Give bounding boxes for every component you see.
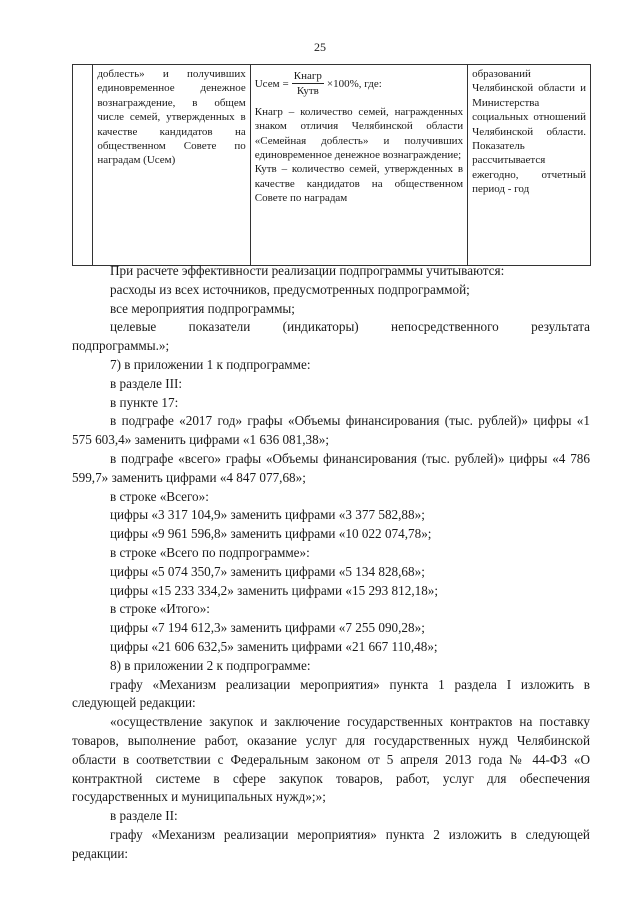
paragraph: При расчете эффективности реализации подпрограммы учитываются:	[110, 263, 505, 278]
formula-tail: ×100%, где:	[326, 77, 382, 90]
paragraph: графу «Механизм реализации мероприятия» пункта 1 раздела I изложить в следующей редакции:	[72, 676, 590, 711]
indicator-table	[72, 64, 591, 266]
paragraph: графу «Механизм реализации мероприятия» пункта 2 изложить в следующей редакции:	[72, 826, 590, 861]
paragraph: в строке «Всего по подпрограмме»:	[110, 544, 310, 560]
paragraph: цифры «7 194 612,3» заменить цифрами «7 255 090,28»;	[110, 620, 425, 636]
paragraph: в пункте 17:	[110, 394, 179, 410]
paragraph: в строке «Всего»:	[110, 488, 209, 504]
paragraph: цифры «15 233 334,2» заменить цифрами «15 293 812,18»;	[110, 582, 439, 598]
page-number: 25	[314, 40, 326, 54]
formula-cell	[250, 65, 467, 266]
paragraph: в подграфе «2017 год» графы «Объемы финансирования (тыс. рублей)» цифры «1 575 603,4» заменить цифрами «1 636 081,38»;	[72, 413, 590, 448]
paragraph: целевые показатели (индикаторы) непосредственного результата	[110, 319, 590, 335]
formula-definition: Кутв – количество семей, утвержденных в качестве кандидатов на общественном Совете по наградам	[254, 163, 464, 205]
table-row	[73, 65, 591, 266]
paragraph: цифры «5 074 350,7» заменить цифрами «5 134 828,68»;	[110, 563, 425, 579]
paragraph: цифры «3 317 104,9» заменить цифрами «3 377 582,88»;	[110, 507, 425, 523]
paragraph: «осуществление закупок и заключение государственных контрактов на поставку товаров, выполнение работ, оказание услуг для государственных нужд Челябинской области в соответствии с Федеральным законом от 5 апреля 2013 года № 44-ФЗ «О контрактной системе в сфере закупок товаров, работ, услуг для обеспечения государственных и муниципальных нужд»;»;	[72, 714, 590, 805]
indicator-description-cell: доблесть» и получивших единовременное денежное вознаграждение, в общем числе семей, утвержденных в качестве кандидатов на общественном Совете по наградам (Uсем)	[93, 65, 250, 266]
document-body	[72, 262, 590, 864]
paragraph: расходы из всех источников, предусмотренных подпрограммой;	[110, 281, 470, 297]
table-cell-empty	[73, 65, 93, 266]
paragraph: в подграфе «всего» графы «Объемы финансирования (тыс. рублей)» цифры «4 786 599,7» заменить цифрами «4 847 077,68»;	[72, 450, 590, 485]
formula-fraction	[292, 69, 324, 99]
paragraph: 8) в приложении 2 к подпрограмме:	[110, 657, 311, 673]
data-source-cell: образований Челябинской области и Министерства социальных отношений Челябинской области. Показатель рассчитывается ежегодно, отчетный период - год	[468, 65, 591, 266]
paragraph: цифры «21 606 632,5» заменить цифрами «21 667 110,48»;	[110, 638, 438, 654]
formula-equals: =	[282, 77, 289, 90]
formula-numerator: Кнагр	[292, 69, 324, 84]
paragraph: цифры «9 961 596,8» заменить цифрами «10 022 074,78»;	[110, 526, 432, 542]
paragraph: в разделе II:	[110, 808, 178, 824]
paragraph: подпрограммы.»;	[72, 338, 170, 354]
paragraph: в разделе III:	[110, 375, 183, 391]
paragraph: все мероприятия подпрограммы;	[110, 300, 295, 316]
formula-lhs: Uсем	[254, 77, 280, 90]
formula	[255, 69, 463, 99]
paragraph: в строке «Итого»:	[110, 601, 210, 617]
paragraph: 7) в приложении 1 к подпрограмме:	[110, 356, 311, 372]
formula-denominator: Кутв	[296, 85, 319, 98]
formula-definition: Кнагр – количество семей, награжденных знаком отличия Челябинской области «Семейная доблесть» и получивших единовременное денежное вознаграждение;	[254, 105, 464, 162]
